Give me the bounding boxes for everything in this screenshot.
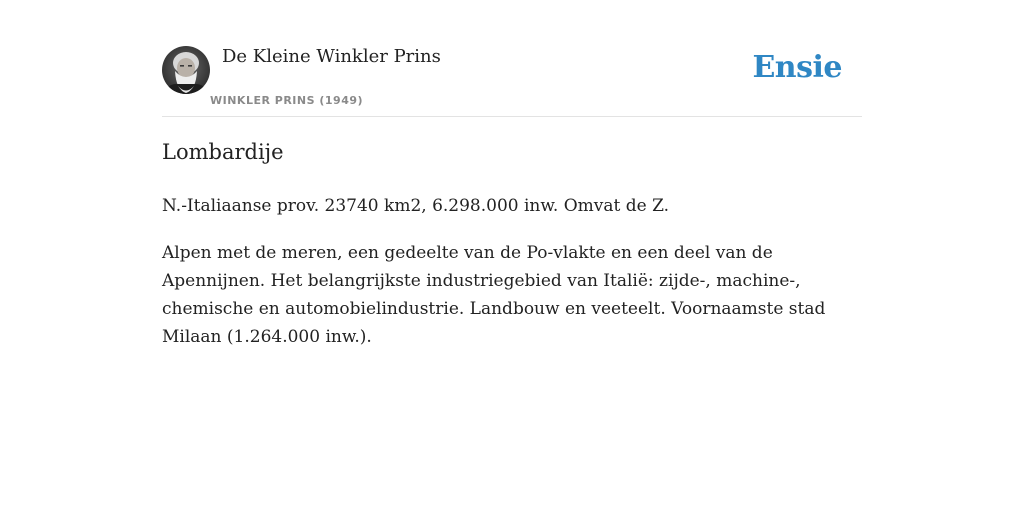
author-avatar[interactable] xyxy=(162,46,210,94)
source-header xyxy=(162,44,862,117)
source-subtitle[interactable]: WINKLER PRINS (1949) xyxy=(210,94,364,107)
source-title[interactable]: De Kleine Winkler Prins xyxy=(222,46,441,67)
entry-paragraph: Alpen met de meren, een gedeelte van de Po-vlakte en een deel van de Apennijnen. Het belangrijkste industriegebied van Italië: zijde-, machine-, chemische en automobielindustrie. Landbouw en veeteelt. Voornaamste stad Milaan (1.264.000 inw.). xyxy=(162,243,826,347)
ensie-logo[interactable]: Ensie xyxy=(752,50,842,85)
entry-title: Lombardije xyxy=(162,140,284,164)
entry-paragraph: N.-Italiaanse prov. 23740 km2, 6.298.000 inw. Omvat de Z. xyxy=(162,196,670,216)
portrait-icon xyxy=(162,46,210,94)
